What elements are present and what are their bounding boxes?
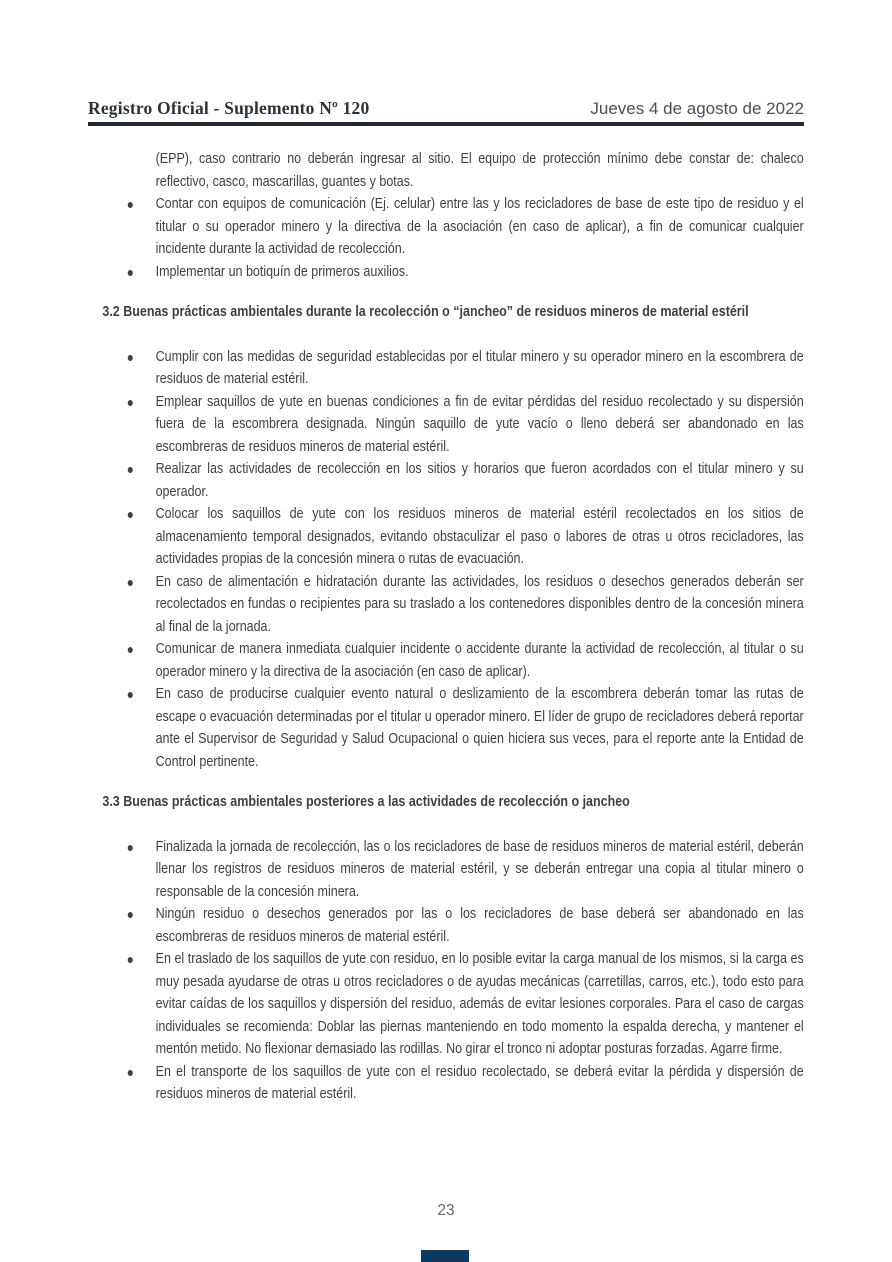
gazette-date: Jueves 4 de agosto de 2022 (590, 99, 804, 118)
bullet-text: En caso de producirse cualquier evento natural o deslizamiento de la escombrera deberán tomar las rutas de escape o evacuación determinadas por el titular u operador minero. El líder de grupo de recicladores deberá reportar ante el Supervisor de Seguridad y Salud Ocupacional o quien hiciera sus veces, para el reporte ante la Entidad de Control pertinente. (155, 686, 804, 770)
bullet-icon (128, 512, 133, 518)
bullet-icon (128, 647, 133, 653)
bullet-icon (128, 270, 133, 276)
bullet-item (88, 503, 804, 571)
bullet-icon (128, 957, 133, 963)
bullet-item (88, 193, 804, 261)
bullet-text: En el traslado de los saquillos de yute con residuo, en lo posible evitar la carga manual de los mismos, si la carga es muy pesada ayudarse de otras u otros recicladores o de ayudas mecánicas (carretillas, carros, etc.), todo esto para evitar caídas de los saquillos y dispersión del residuo, además de evitar lesiones corporales. Para el caso de cargas individuales se recomienda: Doblar las piernas manteniendo en todo momento la espalda derecha, y mantener el mentón metido. No flexionar demasiado las rodillas. No girar el tronco ni adoptar posturas forzadas. Agarre firme. (155, 951, 804, 1057)
bullet-icon (128, 467, 133, 473)
footer-bar-mark (421, 1250, 469, 1262)
bullet-text: Contar con equipos de comunicación (Ej. celular) entre las y los recicladores de base de este tipo de residuo y el titular o su operador minero y la directiva de la asociación (en caso de aplicar), a fin de comunicar cualquier incidente durante la actividad de recolección. (155, 196, 804, 257)
bullet-text: En el transporte de los saquillos de yute con el residuo recolectado, se deberá evitar la pérdida y dispersión de residuos mineros de material estéril. (155, 1063, 804, 1102)
bullet-item (88, 638, 804, 683)
bullet-icon (128, 912, 133, 918)
page-header (88, 98, 804, 125)
bullet-item (88, 261, 804, 284)
bullet-icon (128, 845, 133, 851)
bullet-text: En caso de alimentación e hidratación durante las actividades, los residuos o desechos generados deberán ser recolectados en fundas o recipientes para su traslado a los contenedores disponibles dentro de la concesión minera al final de la jornada. (155, 573, 804, 635)
section-heading: 3.3 Buenas prácticas ambientales posteriores a las actividades de recolección o jancheo (102, 794, 630, 810)
bullet-item (88, 903, 804, 948)
bullet-list (88, 346, 804, 774)
bullet-item (88, 571, 804, 639)
bullet-list (88, 193, 804, 283)
bullet-item (88, 346, 804, 391)
bullet-text: Cumplir con las medidas de seguridad establecidas por el titular minero y su operador minero en la escombrera de residuos de material estéril. (155, 348, 804, 387)
bullet-text: Implementar un botiquín de primeros auxilios. (155, 263, 409, 280)
bullet-item (88, 391, 804, 459)
gazette-title: Registro Oficial - Suplemento Nº 120 (88, 98, 370, 118)
bullet-icon (128, 202, 133, 208)
bullet-text: Comunicar de manera inmediata cualquier incidente o accidente durante la actividad de recolección, al titular o su operador minero y la directiva de la asociación (en caso de aplicar). (155, 641, 804, 680)
bullet-item (88, 948, 804, 1061)
bullet-text: Colocar los saquillos de yute con los residuos mineros de material estéril recolectados en los sitios de almacenamiento temporal designados, evitando obstaculizar el paso o labores de otras u otros recicladores, las actividades propias de la concesión minera o rutas de evacuación. (155, 506, 804, 567)
paragraph: (EPP), caso contrario no deberán ingresar al sitio. El equipo de protección mínimo debe constar de: chaleco reflectivo, casco, mascarillas, guantes y botas. (155, 151, 804, 190)
bullet-item (88, 683, 804, 773)
page-number: 23 (437, 1202, 455, 1219)
bullet-icon (128, 1070, 133, 1076)
bullet-text: Emplear saquillos de yute en buenas condiciones a fin de evitar pérdidas del residuo recolectado y su dispersión fuera de la escombrera designada. Ningún saquillo de yute vacío o lleno deberá ser abandonado en las escombreras de residuos mineros de material estéril. (155, 393, 804, 455)
bullet-icon (128, 400, 133, 406)
bullet-text: Ningún residuo o desechos generados por las o los recicladores de base deberá ser abandonado en las escombreras de residuos mineros de material estéril. (155, 906, 804, 945)
bullet-list (88, 836, 804, 1106)
bullet-icon (128, 580, 133, 586)
bullet-text: Realizar las actividades de recolección en los sitios y horarios que fueron acordados con el titular minero y su operador. (155, 461, 804, 500)
header-rule (88, 122, 804, 126)
document-blocks (88, 148, 804, 1106)
section-heading: 3.2 Buenas prácticas ambientales durante la recolección o “jancheo” de residuos mineros de material estéril (102, 304, 749, 320)
bullet-text: Finalizada la jornada de recolección, las o los recicladores de base de residuos mineros de material estéril, deberán llenar los registros de residuos mineros de material estéril, y se deberán entregar una copia al titular minero o responsable de la concesión minera. (155, 838, 804, 900)
bullet-item (88, 1061, 804, 1106)
bullet-item (88, 458, 804, 503)
bullet-item (88, 836, 804, 904)
bullet-icon (128, 692, 133, 698)
bullet-icon (128, 355, 133, 361)
document-content (88, 148, 804, 1106)
